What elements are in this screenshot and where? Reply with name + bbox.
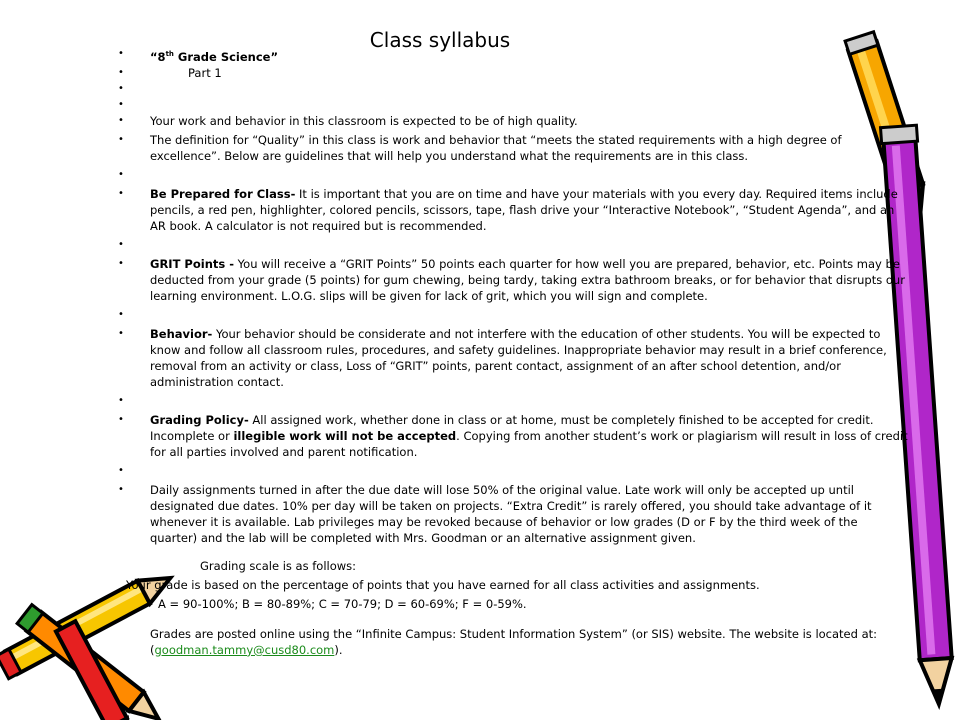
intro-text: Your work and behavior in this classroom is expected to be of high quality. [150,113,578,128]
online-end: ). [334,642,343,657]
scale-intro: Grading scale is as follows: [200,558,357,573]
grit-text: You will receive a “GRIT Points” 50 points each quarter for how well you are prepared, behavior, etc. Points may be deducted from your grade (5 points) for gum chewing, being tardy, taking extra bathroom breaks, or for behavior that disrupts our learning environment. L.O.G. slips will be given for lack of grit, which you will sign and complete. [150,256,905,303]
list-item-empty [118,167,908,183]
grading-scale-intro-row [118,558,908,574]
scale-values: A = 90-100%; B = 80-89%; C = 70-79; D = 60-69%; F = 0-59%. [158,596,527,611]
list-item-empty [118,307,908,323]
grading-text: All assigned work, whether done in class or at home, must be completely finished to be accepted for credit. Incomplete or [150,412,874,443]
list-item-empty [118,463,908,479]
grading-scale-values-row [118,596,908,612]
list-item-empty [118,393,908,409]
grading-bold: illegible work will not be accepted [233,428,457,443]
scale-desc: Your grade is based on the percentage of points that you have earned for all class activities and assignments. [126,577,760,592]
list-item-empty [118,97,908,113]
list-item [118,65,908,81]
daily-text: Daily assignments turned in after the due date will lose 50% of the original value. Late work will only be accepted up until designated due dates. 10% per day will be taken on projects. “Extra Credit” is rarely offered, you should take advantage of it whenever it is available. Lab privileges may be revoked because of behavior or low grades (D or F by the third week of the quarter) and the lab will be completed with Mrs. Goodman or an alternative assignment given. [150,482,872,545]
online-grades-row [118,626,908,658]
part-label: Part 1 [188,65,222,80]
grading-scale-desc-row [118,577,908,593]
list-item [118,46,908,65]
grading-label: Grading Policy- [150,412,249,427]
list-item [118,186,908,234]
list-item [118,326,908,390]
prepared-text: It is important that you are on time and have your materials with you every day. Required items include pencils, a red pen, highlighter, colored pencils, scissors, tape, flash drive your “Interactive Notebook”, “Student Agenda”, and an AR book. A calculator is not required but is recommended. [150,186,898,233]
grit-label: GRIT Points - [150,256,234,271]
behavior-text: Your behavior should be considerate and not interfere with the education of other students. You will be expected to know and follow all classroom rules, procedures, and safety guidelines. Inappropriate behavior may result in a brief conference, removal from an activity or class, Loss of “GRIT” points, parent contact, assignment of an after school detention, and/or administration contact. [150,326,887,389]
list-item [118,256,908,304]
prepared-label: Be Prepared for Class- [150,186,296,201]
list-item [118,132,908,164]
list-item [118,412,908,460]
quality-text: The definition for “Quality” in this class is work and behavior that “meets the stated requirements with a high degree of excellence”. Below are guidelines that will help you understand what the requirements are in this class. [150,132,842,163]
course-heading: “8th Grade Science” [150,49,279,64]
grading-text-2: . Copying from another student’s work or plagiarism will result in loss of credit for all parties involved and parent notification. [150,428,908,459]
syllabus-bullet-list [118,46,908,658]
list-item [118,113,908,129]
email-link[interactable]: goodman.tammy@cusd80.com [154,642,335,657]
page-title: Class syllabus [369,28,511,52]
behavior-label: Behavior- [150,326,213,341]
online-text: Grades are posted online using the “Infinite Campus: Student Information System” (or SIS) website. The website is located at: ( [150,626,878,657]
list-item [118,482,908,546]
list-item-empty [118,237,908,253]
list-item-empty [118,81,908,97]
